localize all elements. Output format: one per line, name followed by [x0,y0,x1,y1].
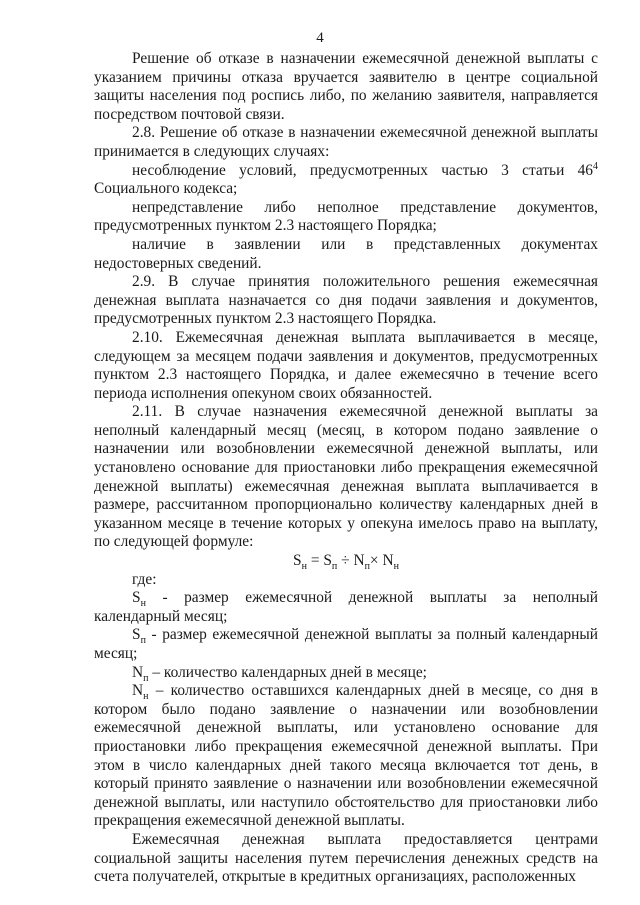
paragraph-refusal-delivery: Решение об отказе в назначении ежемесячной денежной выплаты с указанием причины отказа вручается заявителю в центре социальной защиты населения под роспись либо, по желанию заявителя, направляется посредством почтовой связи. [94,50,598,123]
paragraph-payment-method: Ежемесячная денежная выплата предоставляется центрами социальной защиты населения путем перечисления денежных средств на счета получателей, открытые в кредитных организациях, расположенных [94,830,598,886]
article-superscript: 4 [593,160,598,172]
condition-text-after: Социального кодекса; [94,180,238,198]
paragraph-2-8: 2.8. Решение об отказе в назначении ежемесячной денежной выплаты принимается в следующих случаях: [94,124,598,160]
page-number: 4 [316,30,324,46]
paragraph-2-10: 2.10. Ежемесячная денежная выплата выплачивается в месяце, следующем за месяцем подачи заявления и документов, предусмотренных пунктом 2.3 настоящего Порядка, и далее ежемесячно в течение всего периода исполнения опекуном своих обязанностей. [94,328,598,402]
where-label: где: [132,570,157,588]
paragraph-2-9: 2.9. В случае принятия положительного решения ежемесячная денежная выплата назначается со дня подачи заявления и документов, предусмотренных пунктом 2.3 настоящего Порядка. [94,273,598,328]
condition-text: несоблюдение условий, предусмотренных частью 3 статьи 46 [132,161,593,179]
paragraph-condition-documents: непредставление либо неполное представление документов, предусмотренных пунктом 2.3 настоящего Порядка; [94,198,598,235]
definition-sn: $S_н$ - размер ежемесячной денежной выплаты за неполный календарный месяц; [94,589,598,625]
paragraph-2-11: 2.11. В случае назначения ежемесячной денежной выплаты за неполный календарный месяц (месяц, в котором подано заявление о назначении или возобновлении ежемесячной денежной выплаты, или установлено основание для приостановки либо прекращения ежемесячной денежной выплаты) ежемесячная денежная выплата выплачивается в размере, рассчитанном пропорционально количеству календарных дней в указанном месяце в течение которых у опекуна имелось право на выплату, по следующей формуле: [94,403,598,551]
paragraph-condition-noncompliance [94,162,598,199]
definition-np: $N_п$ – количество календарных дней в месяце; [132,663,427,684]
paragraph-condition-false-info: наличие в заявлении или в представленных документах недостоверных сведений. [94,235,598,272]
formula: $S_н = S_п \div N_п\times N_н$ [293,552,399,573]
definition-nn: $N_н$ – количество оставшихся календарных дней в месяце, со дня в котором было подано заявление о назначении или возобновлении ежемесячной денежной выплаты, или установлено основание для приостановки либо прекращения ежемесячной денежной выплаты. При этом в число календарных дней такого месяца включается тот день, в который принято заявление о назначении или возобновлении ежемесячной денежной выплаты, или наступило обстоятельство для приостановки либо прекращения ежемесячной денежной выплаты. [94,682,598,830]
document-body [94,50,598,887]
definition-sp: $S_п$ - размер ежемесячной денежной выплаты за полный календарный месяц; [94,626,598,662]
